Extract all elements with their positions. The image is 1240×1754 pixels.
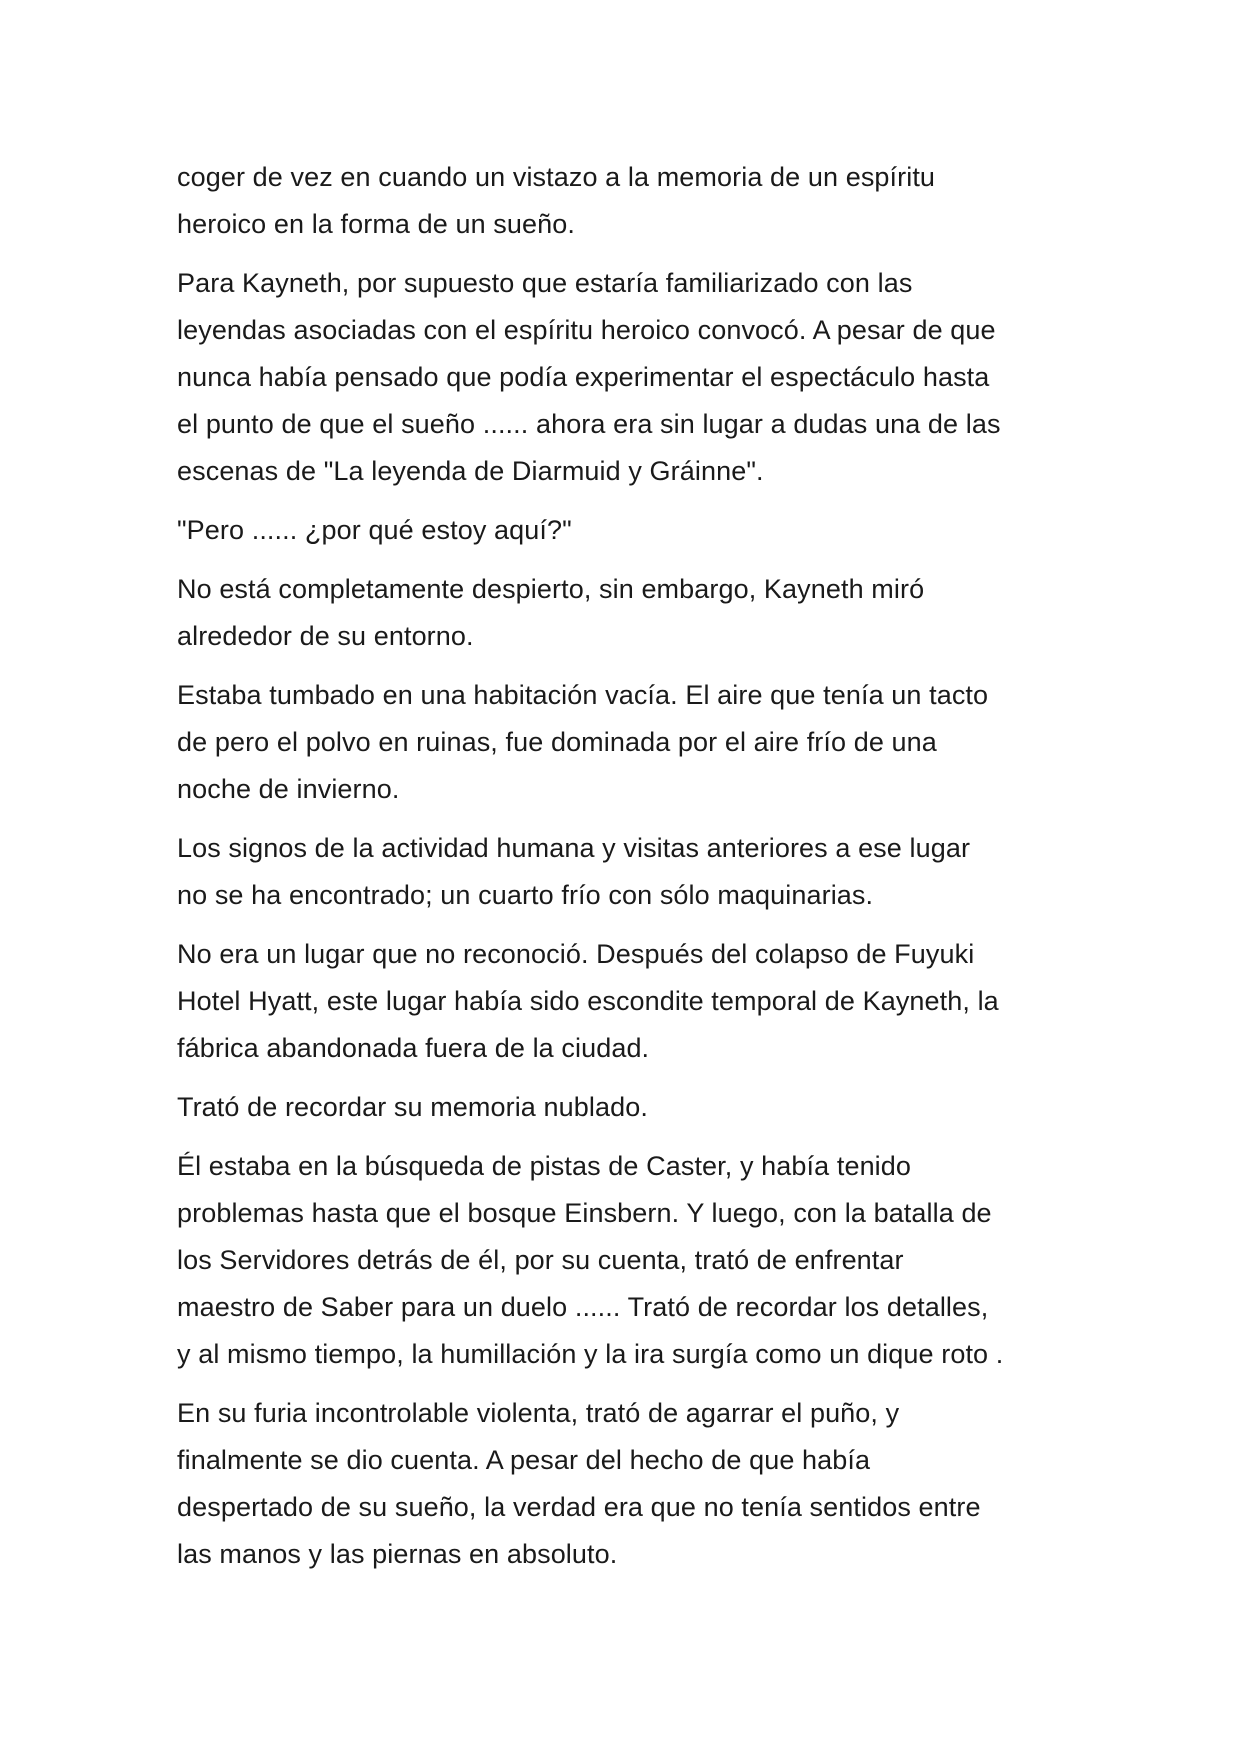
text-line: leyendas asociadas con el espíritu heroico convocó. A pesar de que — [177, 315, 996, 345]
text-line: Los signos de la actividad humana y visitas anteriores a ese lugar — [177, 833, 971, 863]
document-body — [177, 154, 1070, 1578]
text-line: Para Kayneth, por supuesto que estaría familiarizado con las — [177, 268, 913, 298]
paragraph-9 — [177, 1143, 1070, 1378]
paragraph-8 — [177, 1084, 1070, 1131]
text-line: fábrica abandonada fuera de la ciudad. — [177, 1033, 650, 1063]
text-line: el punto de que el sueño ...... ahora era sin lugar a dudas una de las — [177, 409, 1001, 439]
text-line: heroico en la forma de un sueño. — [177, 209, 575, 239]
text-line: y al mismo tiempo, la humillación y la ira surgía como un dique roto . — [177, 1339, 1004, 1369]
text-line: noche de invierno. — [177, 774, 400, 804]
text-line: Él estaba en la búsqueda de pistas de Caster, y había tenido — [177, 1151, 912, 1181]
text-line: Trató de recordar su memoria nublado. — [177, 1092, 648, 1122]
paragraph-5 — [177, 672, 1070, 813]
text-line: de pero el polvo en ruinas, fue dominada por el aire frío de una — [177, 727, 937, 757]
text-line: maestro de Saber para un duelo ...... Trató de recordar los detalles, — [177, 1292, 989, 1322]
paragraph-2 — [177, 260, 1070, 495]
text-line: Estaba tumbado en una habitación vacía. El aire que tenía un tacto — [177, 680, 989, 710]
paragraph-10 — [177, 1390, 1070, 1578]
text-line: finalmente se dio cuenta. A pesar del hecho de que había — [177, 1445, 871, 1475]
paragraph-6 — [177, 825, 1070, 919]
text-line: los Servidores detrás de él, por su cuenta, trató de enfrentar — [177, 1245, 904, 1275]
text-line: despertado de su sueño, la verdad era que no tenía sentidos entre — [177, 1492, 981, 1522]
paragraph-7 — [177, 931, 1070, 1072]
text-line: No está completamente despierto, sin embargo, Kayneth miró — [177, 574, 925, 604]
text-line: "Pero ...... ¿por qué estoy aquí?" — [177, 515, 572, 545]
paragraph-3 — [177, 507, 1070, 554]
text-line: No era un lugar que no reconoció. Después del colapso de Fuyuki — [177, 939, 975, 969]
text-line: En su furia incontrolable violenta, trató de agarrar el puño, y — [177, 1398, 900, 1428]
text-line: alrededor de su entorno. — [177, 621, 474, 651]
text-line: coger de vez en cuando un vistazo a la memoria de un espíritu — [177, 162, 936, 192]
text-line: escenas de "La leyenda de Diarmuid y Gráinne". — [177, 456, 764, 486]
text-line: nunca había pensado que podía experimentar el espectáculo hasta — [177, 362, 990, 392]
paragraph-4 — [177, 566, 1070, 660]
paragraph-1 — [177, 154, 1070, 248]
text-line: problemas hasta que el bosque Einsbern. Y luego, con la batalla de — [177, 1198, 992, 1228]
text-line: Hotel Hyatt, este lugar había sido escondite temporal de Kayneth, la — [177, 986, 999, 1016]
text-line: no se ha encontrado; un cuarto frío con sólo maquinarias. — [177, 880, 874, 910]
text-line: las manos y las piernas en absoluto. — [177, 1539, 618, 1569]
